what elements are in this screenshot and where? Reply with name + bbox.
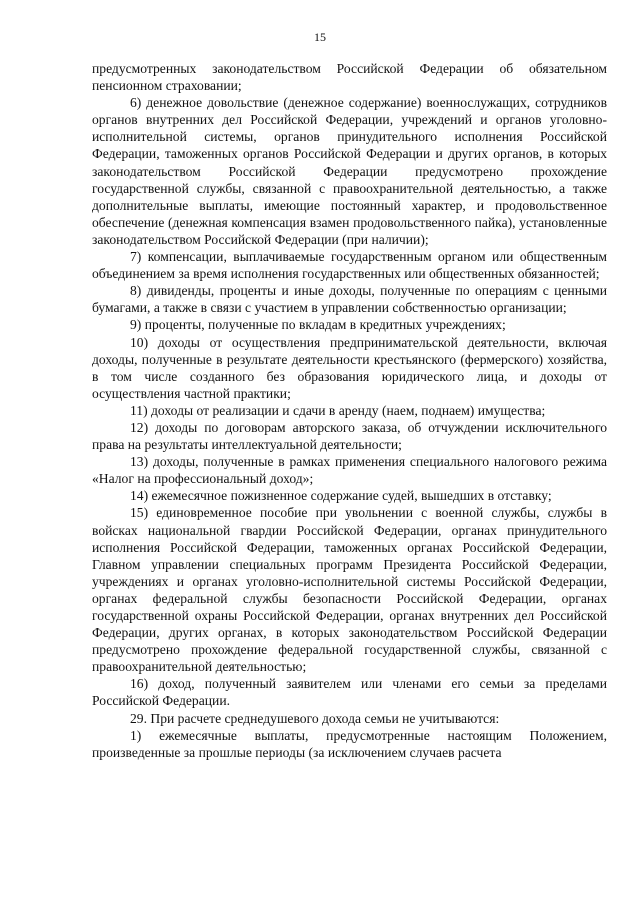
list-item-6: 6) денежное довольствие (денежное содержание) военнослужащих, сотрудников органов внутренних дел Российской Федерации, учреждений и органов уголовно-исполнительной системы, органов принудительного исполнения Российской Федерации, таможенных органов Российской Федерации и других органов, в которых законодательством Российской Федерации предусмотрено прохождение государственной службы, связанной с правоохранительной деятельностью, а также дополнительные выплаты, имеющие постоянный характер, и продовольственное обеспечение (денежная компенсация взамен продовольственного пайка), установленные законодательством Российской Федерации (при наличии); — [92, 95, 607, 247]
list-item-14: 14) ежемесячное пожизненное содержание судей, вышедших в отставку; — [130, 488, 552, 504]
list-item-10: 10) доходы от осуществления предпринимательской деятельности, включая доходы, полученные в результате деятельности крестьянского (фермерского) хозяйства, в том числе созданного без образования юридического лица, и доходы от осуществления частной практики; — [92, 334, 607, 401]
list-item-13: 13) доходы, полученные в рамках применения специального налогового режима «Налог на профессиональный доход»; — [92, 454, 607, 487]
list-item-7: 7) компенсации, выплачиваемые государственным органом или общественным объединением за время исполнения государственных или общественных обязанностей; — [92, 249, 607, 282]
list-item-16: 16) доход, полученный заявителем или членами его семьи за пределами Российской Федерации. — [92, 676, 607, 709]
list-item-9: 9) проценты, полученные по вкладам в кредитных учреждениях; — [130, 317, 506, 333]
document-body — [92, 60, 607, 761]
section-29-heading: 29. При расчете среднедушевого дохода семьи не учитываются: — [130, 710, 500, 726]
paragraph-continuation: предусмотренных законодательством Российской Федерации об обязательном пенсионном страховании; — [92, 61, 607, 94]
list-item-11: 11) доходы от реализации и сдачи в аренду (наем, поднаем) имущества; — [130, 402, 546, 418]
list-item-12: 12) доходы по договорам авторского заказа, об отчуждении исключительного права на результаты интеллектуальной деятельности; — [92, 419, 607, 453]
list-item-8: 8) дивиденды, проценты и иные доходы, полученные по операциям с ценными бумагами, а также в связи с участием в управлении собственностью организации; — [92, 283, 607, 316]
section-29-item-1: 1) ежемесячные выплаты, предусмотренные настоящим Положением, произведенные за прошлые периоды (за исключением случаев расчета — [92, 727, 607, 760]
page-number: 15 — [314, 30, 326, 44]
list-item-15: 15) единовременное пособие при увольнении с военной службы, службы в войсках национальной гвардии Российской Федерации, органах принудительного исполнения Российской Федерации, таможенных органах Российской Федерации, Главном управлении специальных программ Президента Российской Федерации, учреждениях и органах уголовно-исполнительной системы Российской Федерации, органах федеральной службы безопасности Российской Федерации, органах государственной охраны Российской Федерации, органах внутренних дел Российской Федерации, других органах, в которых законодательством Российской Федерации предусмотрено прохождение федеральной государственной службы, связанной с правоохранительной деятельностью; — [92, 505, 607, 675]
